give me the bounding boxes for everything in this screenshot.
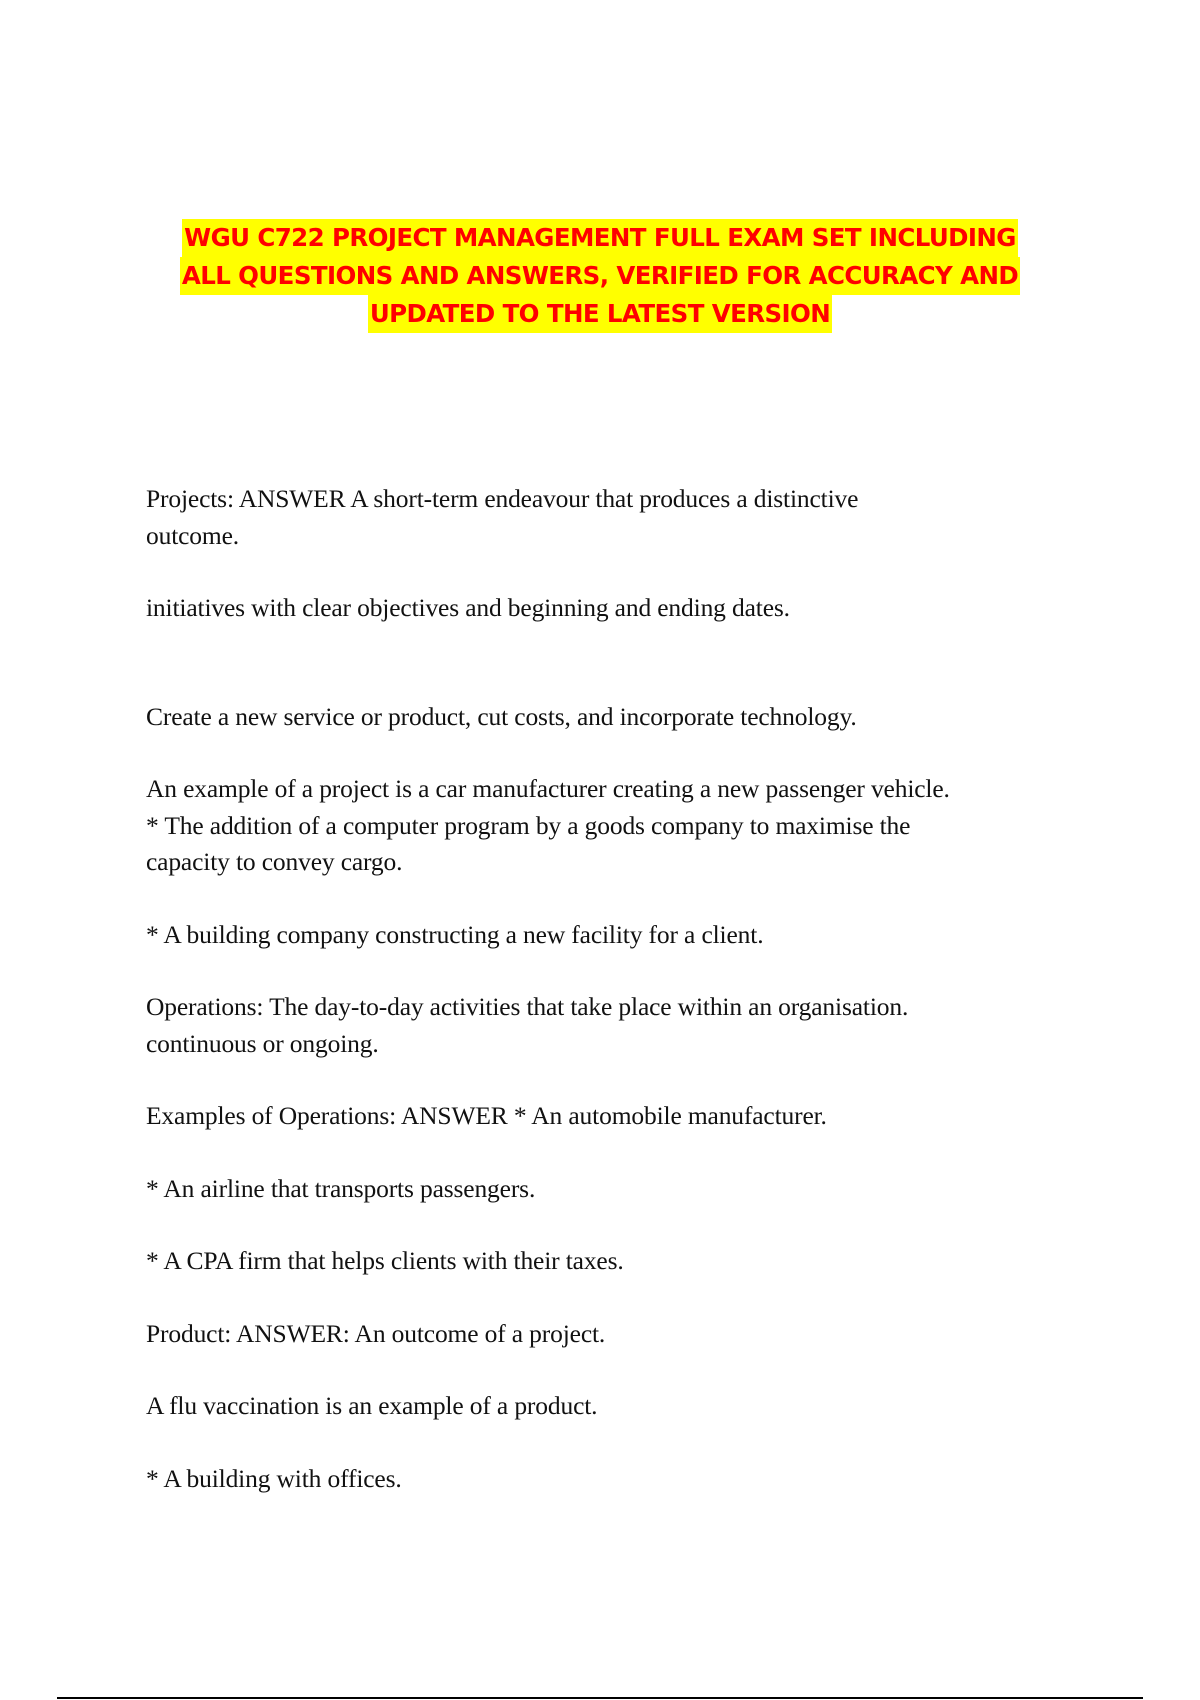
paragraph-operations bbox=[146, 989, 1086, 1062]
title-line-3: UPDATED TO THE LATEST VERSION bbox=[368, 295, 832, 333]
paragraph-line: Operations: The day-to-day activities that take place within an organisation. bbox=[146, 992, 909, 1021]
paragraph-building-company bbox=[146, 917, 1086, 954]
paragraph-product bbox=[146, 1316, 1086, 1353]
paragraph-project-example bbox=[146, 771, 1086, 881]
paragraph-line: continuous or ongoing. bbox=[146, 1028, 379, 1058]
paragraph-line: A flu vaccination is an example of a product. bbox=[146, 1391, 598, 1420]
paragraph-line: * A building company constructing a new facility for a client. bbox=[146, 920, 764, 949]
paragraph-line: capacity to convey cargo. bbox=[146, 847, 403, 876]
paragraph-building-offices bbox=[146, 1461, 1086, 1498]
paragraph-line: * An airline that transports passengers. bbox=[146, 1174, 536, 1203]
paragraph-line: Create a new service or product, cut costs, and incorporate technology. bbox=[146, 702, 857, 731]
paragraph-line: outcome. bbox=[146, 520, 239, 550]
paragraph-initiatives bbox=[146, 590, 1086, 627]
paragraph-examples-operations bbox=[146, 1098, 1086, 1135]
paragraph-line: * A CPA firm that helps clients with their taxes. bbox=[146, 1246, 624, 1275]
paragraph-line: Examples of Operations: ANSWER * An automobile manufacturer. bbox=[146, 1101, 827, 1130]
paragraph-airline bbox=[146, 1171, 1086, 1208]
document-title bbox=[110, 219, 1090, 333]
paragraph-line: * The addition of a computer program by a goods company to maximise the bbox=[146, 810, 911, 840]
title-line-2: ALL QUESTIONS AND ANSWERS, VERIFIED FOR ACCURACY AND bbox=[180, 257, 1020, 295]
paragraph-line: Projects: ANSWER A short-term endeavour that produces a distinctive bbox=[146, 484, 859, 513]
paragraph-projects bbox=[146, 481, 1086, 554]
paragraph-line: Product: ANSWER: An outcome of a project. bbox=[146, 1319, 606, 1348]
title-line-1: WGU C722 PROJECT MANAGEMENT FULL EXAM SET INCLUDING bbox=[182, 219, 1018, 257]
paragraph-line: An example of a project is a car manufacturer creating a new passenger vehicle. bbox=[146, 774, 950, 803]
page-bottom-rule bbox=[57, 1697, 1143, 1699]
paragraph-cpa-firm bbox=[146, 1243, 1086, 1280]
paragraph-line: * A building with offices. bbox=[146, 1464, 402, 1493]
paragraph-create-service bbox=[146, 699, 1086, 736]
paragraph-flu-vaccination bbox=[146, 1388, 1086, 1425]
paragraph-line: initiatives with clear objectives and beginning and ending dates. bbox=[146, 593, 790, 622]
